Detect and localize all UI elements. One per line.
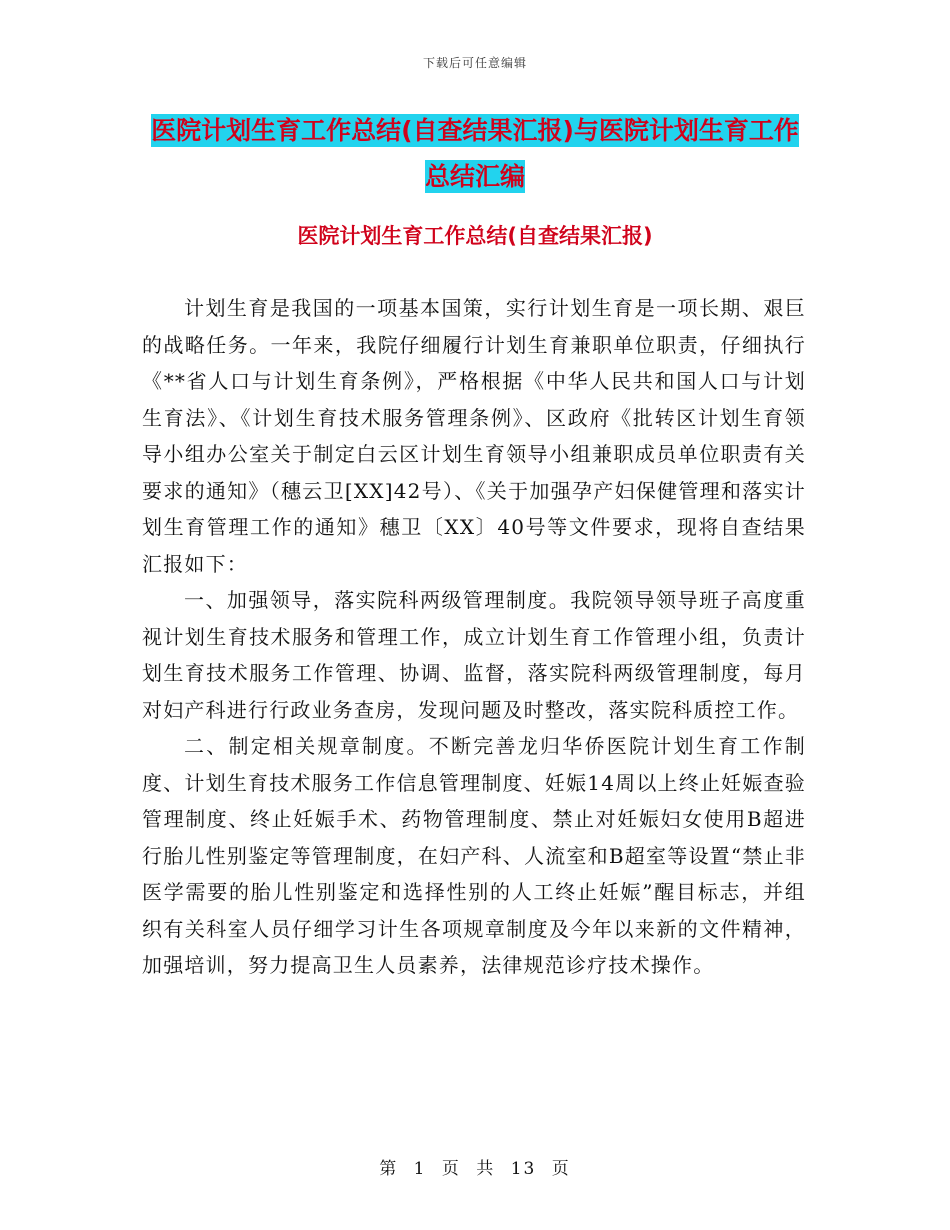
section-title: 医院计划生育工作总结(自查结果汇报) bbox=[297, 224, 653, 248]
document-main-title bbox=[140, 108, 810, 200]
footer-prefix: 第 bbox=[379, 1159, 399, 1179]
paragraph-intro: 计划生育是我国的一项基本国策，实行计划生育是一项长期、艰巨的战略任务。一年来，我院仔细履行计划生育兼职单位职责，仔细执行《**省人口与计划生育条例》，严格根据《中华人民共和国人口与计划生育法》、《计划生育技术服务管理条例》、区政府《批转区计划生育领导小组办公室关于制定白云区计划生育领导小组兼职成员单位职责有关要求的通知》（穗云卫[XX]42号）、《关于加强孕产妇保健管理和落实计划生育管理工作的通知》穗卫〔XX〕40号等文件要求，现将自查结果汇报如下： bbox=[142, 296, 806, 576]
footer-suffix: 页 bbox=[551, 1159, 571, 1179]
document-body bbox=[142, 290, 806, 984]
footer-total-label: 共 bbox=[476, 1159, 496, 1179]
main-title-highlight: 医院计划生育工作总结(自查结果汇报)与医院计划生育工作总结汇编 bbox=[151, 116, 799, 191]
paragraph-regulations: 二、制定相关规章制度。不断完善龙归华侨医院计划生育工作制度、计划生育技术服务工作信息管理制度、妊娠14周以上终止妊娠查验管理制度、终止妊娠手术、药物管理制度、禁止对妊娠妇女使用B超进行胎儿性别鉴定等管理制度，在妇产科、人流室和B超室等设置“禁止非医学需要的胎儿性别鉴定和选择性别的人工终止妊娠”醒目标志，并组织有关科室人员仔细学习计生各项规章制度及今年以来新的文件精神，加强培训，努力提高卫生人员素养，法律规范诊疗技术操作。 bbox=[142, 734, 806, 977]
paragraph-leadership: 一、加强领导，落实院科两级管理制度。我院领导领导班子高度重视计划生育技术服务和管理工作，成立计划生育工作管理小组，负责计划生育技术服务工作管理、协调、监督，落实院科两级管理制度，每月对妇产科进行行政业务查房，发现问题及时整改，落实院科质控工作。 bbox=[142, 588, 806, 722]
footer-current-page: 1 bbox=[413, 1159, 427, 1179]
page-header-note: 下载后可任意编辑 bbox=[422, 56, 527, 70]
footer-page-label: 页 bbox=[441, 1159, 461, 1179]
page-footer bbox=[0, 1154, 950, 1179]
footer-total-pages: 13 bbox=[510, 1159, 537, 1179]
